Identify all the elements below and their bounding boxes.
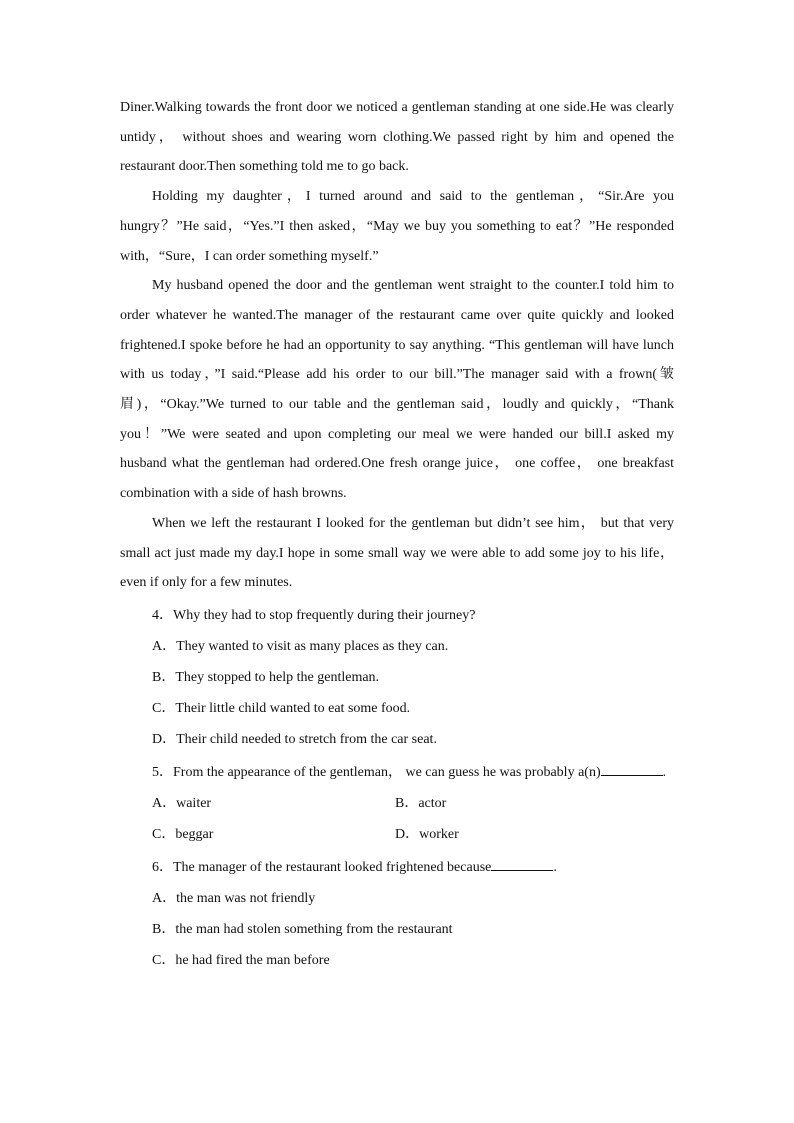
question-5-stem-end: . [662, 764, 667, 780]
question-5-stem-text: 5．From the appearance of the gentleman， we can guess he was probably a(n) [152, 764, 601, 780]
question-6-stem-text: 6．The manager of the restaurant looked frightened because [152, 859, 492, 875]
passage-paragraph-4: When we left the restaurant I looked for the gentleman but didn’t see him， but that very small act just made my day.I hope in some small way we were able to add some joy to his life， even if only for a few minutes. [120, 515, 674, 591]
question-6-stem [120, 852, 674, 883]
reading-passage [120, 93, 674, 598]
question-6-option-a: A．the man was not friendly [152, 890, 316, 906]
answer-blank [601, 761, 663, 776]
question-5-options-row-2 [120, 819, 674, 850]
question-5-stem [120, 757, 674, 788]
question-4-option-c: C．Their little child wanted to eat some food. [152, 700, 411, 716]
question-5-options-row-1 [120, 788, 674, 819]
question-5-option-b: B．actor [395, 795, 447, 811]
question-6 [120, 852, 674, 976]
passage-paragraph-3: My husband opened the door and the gentleman went straight to the counter.I told him to order whatever he wanted.The manager of the restaurant came over quite quickly and looked frightened.I spoke before he had an opportunity to say anything. “This gentleman will have lunch with us today，”I said.“Please add his order to our bill.”The manager said with a frown(皱眉)，“Okay.”We turned to our table and the gentleman said，loudly and quickly，“Thank you！”We were seated and upon completing our meal we were handed our bill.I asked my husband what the gentleman had ordered.One fresh orange juice， one coffee， one breakfast combination with a side of hash browns. [120, 278, 674, 502]
question-6-option-c: C．he had fired the man before [152, 952, 330, 968]
question-4-option-b: B．They stopped to help the gentleman. [152, 669, 380, 685]
question-5-option-c: C．beggar [152, 826, 214, 842]
passage-paragraph-2: Holding my daughter，I turned around and said to the gentleman，“Sir.Are you hungry？”He said，“Yes.”I then asked，“May we buy you something to eat？”He responded with，“Sure，I can order something myself.” [120, 189, 674, 264]
question-4-option-a: A．They wanted to visit as many places as they can. [152, 638, 449, 654]
question-6-option-b: B．the man had stolen something from the restaurant [152, 921, 453, 937]
question-6-stem-end: . [553, 859, 557, 875]
question-4 [120, 600, 674, 755]
question-4-stem: 4．Why they had to stop frequently during their journey? [152, 607, 476, 623]
question-5-option-d: D．worker [395, 826, 459, 842]
passage-paragraph-1: Diner.Walking towards the front door we noticed a gentleman standing at one side.He was clearly untidy， without shoes and wearing worn clothing.We passed right by him and opened the restaurant door.Then something told me to go back. [120, 100, 674, 175]
document-content [120, 93, 674, 976]
question-5 [120, 757, 674, 850]
answer-blank [491, 856, 553, 871]
question-5-option-a: A．waiter [152, 795, 212, 811]
question-4-option-d: D．Their child needed to stretch from the car seat. [152, 731, 437, 747]
